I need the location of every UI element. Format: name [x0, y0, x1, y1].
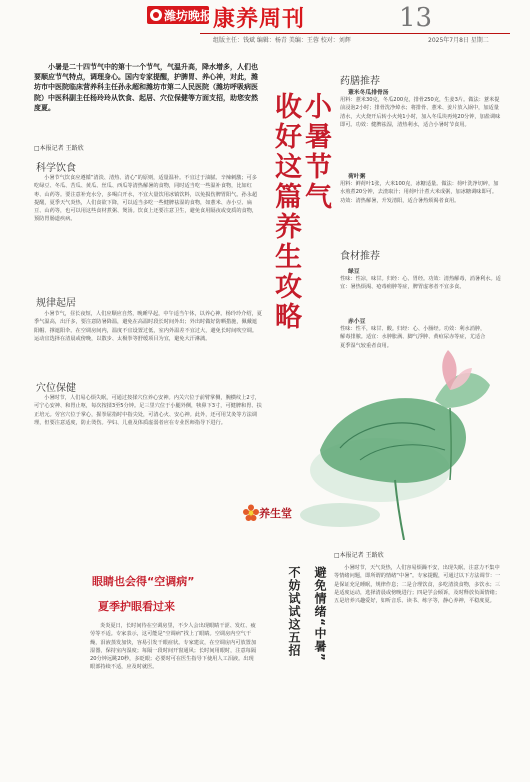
main-headline-line1: 小暑节气: [300, 92, 331, 212]
section-heading-diet: 科学饮食: [36, 163, 76, 174]
recipe1-body: 用料：薏米30克，冬瓜200克，排骨250克，生姜3片。做法：薏米提前浸泡2小时；排骨洗净焯水；将排骨、薏米、姜片放入锅中，加适量清水，大火烧开后转小火炖1小时，加入冬瓜块再炖20分钟，加盐调味即可。功效：健脾祛湿，清热利水，适合小暑时节食用。: [340, 97, 501, 128]
author-byline: □本报记者 王路欣: [34, 145, 84, 152]
issue-date: 2025年7月8日 星期二: [428, 37, 489, 44]
newspaper-logo: [147, 6, 213, 24]
emotion-article-author: □本报记者 王路欣: [334, 552, 384, 559]
logo-mark-icon: [150, 9, 162, 21]
health-corner-badge: [243, 503, 313, 523]
emotion-article-headline-line2: 不妨试试这五招: [287, 566, 301, 657]
masthead-divider: [200, 33, 510, 34]
recipe1-title: 薏米冬瓜排骨汤: [348, 90, 389, 96]
emotion-article-headline-line1: 避免情绪“中暑”: [313, 566, 327, 662]
eye-article-subheadline: 夏季护眼看过来: [98, 600, 175, 613]
recipe2-title: 荷叶粥: [348, 174, 366, 180]
badge-label: 养生堂: [259, 507, 292, 520]
editor-credits: 组版主任：钱斌 编辑：杨青 美编：王蓉 校对：刘辉: [213, 37, 351, 44]
section-body-lifestyle: 小暑节气，昼长夜短，人们应顺应自然，晚睡早起，中午适当午休，以养心神。杨玲玲介绍，夏季气温高，出汗多，要注意防暑降温，避免在高温时段长时间外出；外出时做好防晒措施，佩戴遮阳帽、撑遮阳伞。在空调房间内，温度不宜设置过低，室内外温差不宜过大，避免长时间吹空调。运动宜选择在清晨或傍晚，以散步、太极拳等舒缓项目为宜，避免大汗淋漓。: [34, 311, 262, 342]
lotus-leaf-painting: [300, 330, 500, 540]
lead-paragraph: 小暑是二十四节气中的第十一个节气，气温升高，降水增多，人们也要顺应节气特点，调理身心。国内专家提醒，护脾胃、养心神，对此，潍坊市中医院临床营养科主任孙永超和潍坊市第二人民医院（潍坊呼吸病医院）中医科副主任杨玲玲从饮食、起居、穴位保健等方面支招，助您安然度夏。: [34, 63, 258, 112]
food1-title: 绿豆: [348, 269, 360, 275]
ingredients-section-heading: 食材推荐: [340, 251, 380, 262]
section-title: 康养周刊: [213, 7, 306, 32]
main-headline-line2: 收好这篇养生攻略: [270, 92, 301, 332]
logo-text: 潍坊晚报: [164, 9, 213, 23]
recipe-section-heading: 药膳推荐: [340, 76, 380, 87]
eye-article-headline: 眼睛也会得“空调病”: [92, 575, 195, 588]
section-body-acupoint: 小暑时节，人们易心烦失眠，可通过按揉穴位养心安神。内关穴位于前臂掌侧，腕横纹上2寸，可宁心安神、和胃止呕，每次按揉3至5分钟。足三里穴位于小腿外侧，犊鼻下3寸，可健脾和胃、扶正培元。劳宫穴位于掌心，握拳屈指时中指尖处，可清心火、安心神。此外，还可用艾灸等方法调理，但要注意适度，防止烫伤。孕妇、儿童及体质虚弱者应在专业医师指导下进行。: [34, 395, 262, 426]
food2-body: 性味：性平，味甘、酸。归经：心、小肠经。功效：利水消肿，解毒排脓。适宜：水肿胀满、脚气浮肿、黄疸尿赤等症，尤适合夏季湿气较重者食用。: [340, 326, 486, 349]
masthead: [0, 0, 530, 44]
section-body-diet: 小暑节气饮食应遵循“清淡、清热、清心”的原则，适量温补。不宜过于油腻、辛辣刺激；可多吃绿豆、冬瓜、苦瓜、黄瓜、丝瓜、西瓜等清热解暑的食物，同时适当吃一些温补食物，比如红枣、山药等。要注意补充水分，多喝白开水，不宜大量饮用冰镇饮料，以免损伤脾胃阳气。孙永超提醒，夏季天气炎热，人们食欲下降，可以适当多吃一些健脾祛湿的食物，如薏米、赤小豆、扁豆、山药等，也可以用这些食材煮粥、煲汤。饮食上还要注意卫生，避免食用隔夜或变质的食物，预防胃肠道疾病。: [34, 175, 258, 223]
page-number: 13: [399, 3, 433, 33]
emotion-article-body: 小暑时节，天气炎热，人们容易烦躁不安，出现失眠、注意力不集中等情绪问题，即所谓的情绪“中暑”。专家提醒，可通过以下方法调节：一是保证充足睡眠，规律作息；二是合理饮食，多吃清淡食物，多饮水；三是适度运动，选择清晨或傍晚进行；四是学会倾诉，及时释放负面情绪；五是培养兴趣爱好，如听音乐、读书、练字等，静心养神，平稳度夏。: [334, 565, 501, 605]
eye-article-body: 炎炎夏日，长时间待在空调房里，不少人会出现眼睛干涩、发红、疲劳等不适。专家表示，这可能是“空调病”找上了眼睛。空调房内空气干燥，泪液蒸发加快，容易引发干眼症状。专家建议，在空调房内可放置加湿器，保持室内湿度；每隔一段时间开窗通风；长时间用眼时，注意每隔20分钟远眺20秒，多眨眼；必要时可在医生指导下使用人工泪液。出现眼部持续不适，应及时就医。: [90, 623, 257, 671]
food1-body: 性味：性凉，味甘。归经：心、胃经。功效：清热解毒，消暑利水。适宜：暑热烦渴、疮毒痈肿等症，脾胃虚寒者不宜多食。: [340, 276, 501, 291]
food2-title: 赤小豆: [348, 319, 366, 325]
recipe2-body: 用料：鲜荷叶1张，大米100克，冰糖适量。做法：荷叶洗净切碎，加水煎煮20分钟，去渣取汁；用荷叶汁煮大米成粥，加冰糖调味即可。功效：清热解暑，升发清阳，适合暑热烦渴者食用。: [340, 181, 499, 204]
section-heading-acupoint: 穴位保健: [36, 383, 76, 394]
flower-icon: [243, 504, 259, 522]
section-heading-lifestyle: 规律起居: [36, 298, 76, 309]
